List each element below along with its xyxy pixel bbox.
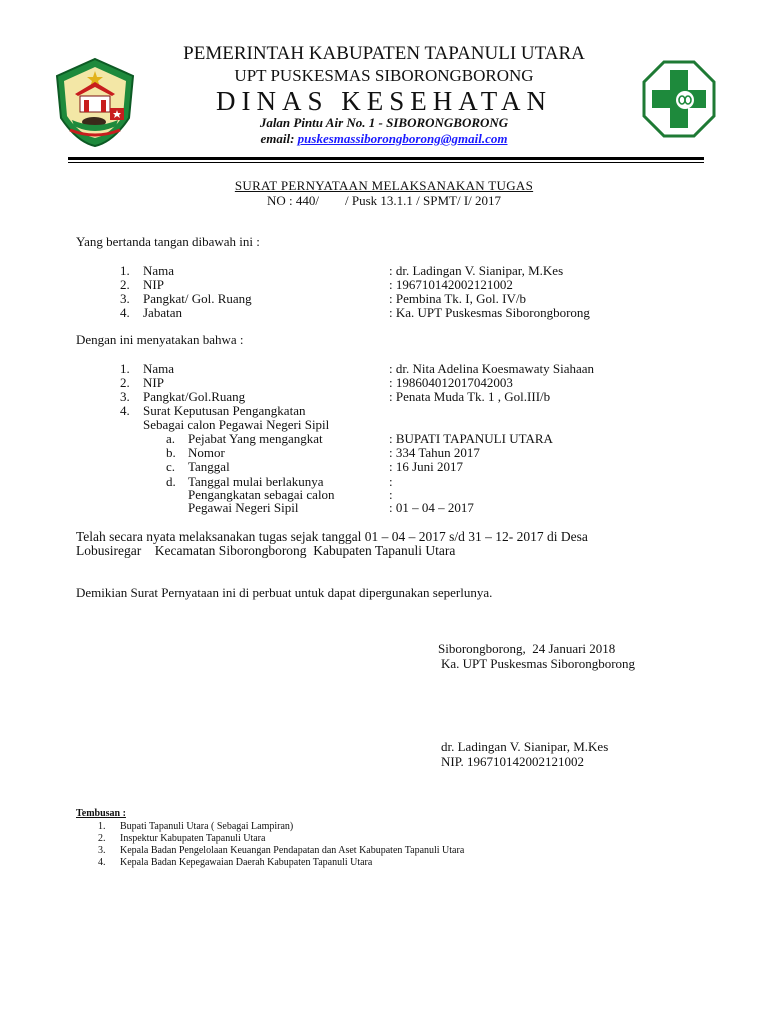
signer-value: : Pembina Tk. I, Gol. IV/b: [389, 291, 526, 306]
email-link[interactable]: puskesmassiborongborong@gmail.com: [297, 131, 508, 146]
subject-label: NIP: [143, 375, 164, 390]
email-line: [0, 131, 768, 147]
signer-nip: NIP. 196710142002121002: [441, 754, 585, 769]
statement-line1: Telah secara nyata melaksanakan tugas sejak tanggal 01 – 04 – 2017 s/d 31 – 12- 2017 di Desa: [76, 529, 588, 544]
signer-label: NIP: [143, 277, 164, 292]
signer-no: 4.: [120, 305, 130, 320]
closing-sentence: Demikian Surat Pernyataan ini di perbuat untuk dapat dipergunakan seperlunya.: [76, 585, 493, 600]
tembusan-no: 3.: [98, 845, 106, 856]
sk-item-d-value: : 01 – 04 – 2017: [389, 500, 474, 515]
sk-item-no: a.: [166, 431, 176, 446]
tembusan-title: Tembusan :: [76, 808, 126, 819]
signer-value: : 196710142002121002: [389, 277, 513, 292]
sk-item-no: c.: [166, 459, 176, 474]
tembusan-no: 2.: [98, 833, 106, 844]
place-date: Siborongborong, 24 Januari 2018: [438, 641, 616, 656]
subject-value: : 198604012017042003: [389, 375, 513, 390]
sk-item-d-line3: Pegawai Negeri Sipil: [188, 500, 299, 515]
signer-no: 1.: [120, 263, 130, 278]
intro-subject: Dengan ini menyatakan bahwa :: [76, 332, 244, 347]
sk-item-d-line2: Pengangkatan sebagai calon: [188, 487, 335, 502]
subject-value: : Penata Muda Tk. 1 , Gol.III/b: [389, 389, 551, 404]
letter-title: SURAT PERNYATAAN MELAKSANAKAN TUGAS: [234, 178, 534, 193]
signer-no: 2.: [120, 277, 130, 292]
email-label: email:: [260, 131, 295, 146]
sk-item-value: : 334 Tahun 2017: [389, 445, 480, 460]
tembusan-item: Bupati Tapanuli Utara ( Sebagai Lampiran): [120, 821, 294, 832]
sk-label-line2: Sebagai calon Pegawai Negeri Sipil: [143, 417, 330, 432]
header-divider-thin: [68, 162, 704, 163]
sk-item-d-colon: :: [389, 474, 393, 489]
subject-no: 1.: [120, 361, 130, 376]
signer-label: Jabatan: [143, 305, 182, 320]
sk-item-no: d.: [166, 474, 176, 489]
letter-number: NO : 440/ / Pusk 13.1.1 / SPMT/ I/ 2017: [266, 193, 502, 208]
sk-item-label: Tanggal: [188, 459, 230, 474]
signer-value: : dr. Ladingan V. Sianipar, M.Kes: [389, 263, 564, 278]
signer-no: 3.: [120, 291, 130, 306]
tembusan-no: 4.: [98, 857, 106, 868]
sk-label-line1: Surat Keputusan Pengangkatan: [143, 403, 306, 418]
signer-name: dr. Ladingan V. Sianipar, M.Kes: [441, 739, 609, 754]
tembusan-item: Kepala Badan Pengelolaan Keuangan Pendapatan dan Aset Kabupaten Tapanuli Utara: [120, 845, 465, 856]
unit-title: UPT PUSKESMAS SIBORONGBORONG: [234, 66, 534, 85]
tembusan-item: Inspektur Kabupaten Tapanuli Utara: [120, 833, 266, 844]
intro-signer: Yang bertanda tangan dibawah ini :: [76, 234, 260, 249]
signer-label: Nama: [143, 263, 175, 278]
sk-no: 4.: [120, 403, 130, 418]
signer-value: : Ka. UPT Puskesmas Siborongborong: [389, 305, 590, 320]
signer-label: Pangkat/ Gol. Ruang: [143, 291, 252, 306]
subject-no: 2.: [120, 375, 130, 390]
subject-no: 3.: [120, 389, 130, 404]
sk-item-d-colon: :: [389, 487, 393, 502]
tembusan-no: 1.: [98, 821, 106, 832]
sk-item-label: Pejabat Yang mengangkat: [188, 431, 323, 446]
subject-label: Nama: [143, 361, 175, 376]
sk-item-value: : 16 Juni 2017: [389, 459, 464, 474]
header-divider-thick: [68, 157, 704, 160]
address: Jalan Pintu Air No. 1 - SIBORONGBORONG: [259, 115, 509, 130]
subject-label: Pangkat/Gol.Ruang: [143, 389, 246, 404]
sk-item-d-line1: Tanggal mulai berlakunya: [188, 474, 324, 489]
signer-position: Ka. UPT Puskesmas Siborongborong: [441, 656, 636, 671]
sk-item-value: : BUPATI TAPANULI UTARA: [389, 431, 553, 446]
tembusan-item: Kepala Badan Kepegawaian Daerah Kabupaten Tapanuli Utara: [120, 857, 373, 868]
sk-item-label: Nomor: [188, 445, 225, 460]
statement-line2: Lobusiregar Kecamatan Siborongborong Kabupaten Tapanuli Utara: [76, 543, 456, 558]
department-title: DINAS KESEHATAN: [215, 86, 553, 116]
subject-value: : dr. Nita Adelina Koesmawaty Siahaan: [389, 361, 595, 376]
sk-item-no: b.: [166, 445, 176, 460]
government-title: PEMERINTAH KABUPATEN TAPANULI UTARA: [183, 43, 585, 64]
